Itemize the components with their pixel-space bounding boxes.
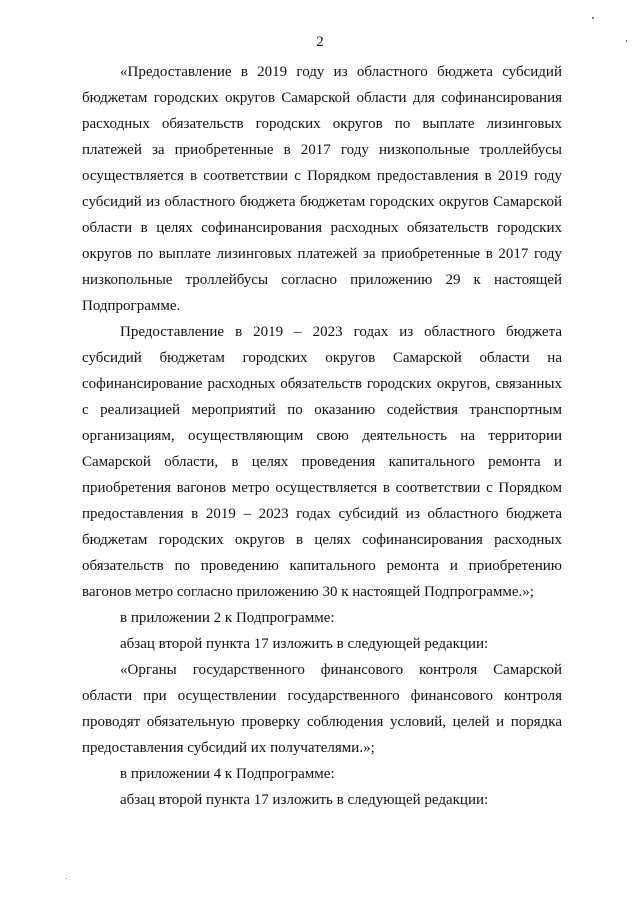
paragraph-metro-subsidy: Предоставление в 2019 – 2023 годах из областного бюджета субсидий бюджетам городских округов Самарской области на софинансирование расходных обязательств городских округов, связанных с реализацией мероприятий по оказанию содействия транспортным организациям, осуществляющим свою деятельность на территории Самарской области, в целях проведения капитального ремонта и приобретения вагонов метро осуществляется в соответствии с Порядком предоставления в 2019 – 2023 годах субсидий из областного бюджета бюджетам городских округов в целях софинансирования расходных обязательств по проведению капитального ремонта и приобретению вагонов метро согласно приложению 30 к настоящей Подпрограмме.»; [82, 324, 562, 600]
paragraph-clause-17-a: абзац второй пункта 17 изложить в следующей редакции: [120, 636, 489, 652]
page-number: 2 [316, 34, 324, 50]
scan-speck [66, 878, 67, 879]
scan-speck [626, 40, 627, 42]
paragraph-appendix-4: в приложении 4 к Подпрограмме: [120, 766, 335, 782]
paragraph-clause-17-b: абзац второй пункта 17 изложить в следующей редакции: [120, 792, 489, 808]
paragraph-financial-control: «Органы государственного финансового контроля Самарской области при осуществлении государственного финансового контроля проводят обязательную проверку соблюдения условий, целей и порядка предоставления субсидий их получателями.»; [82, 662, 562, 756]
document-body [82, 59, 562, 813]
paragraph-trolleybus-subsidy: «Предоставление в 2019 году из областного бюджета субсидий бюджетам городских округов Самарской области для софинансирования расходных обязательств городских округов по выплате лизинговых платежей за приобретенные в 2017 году низкопольные троллейбусы осуществляется в соответствии с Порядком предоставления в 2019 году субсидий из областного бюджета бюджетам городских округов Самарской области в целях софинансирования расходных обязательств городских округов по выплате лизинговых платежей за приобретенные в 2017 году низкопольные троллейбусы согласно приложению 29 к настоящей Подпрограмме. [82, 64, 562, 314]
paragraph-appendix-2: в приложении 2 к Подпрограмме: [120, 610, 335, 626]
scan-speck [592, 17, 594, 19]
